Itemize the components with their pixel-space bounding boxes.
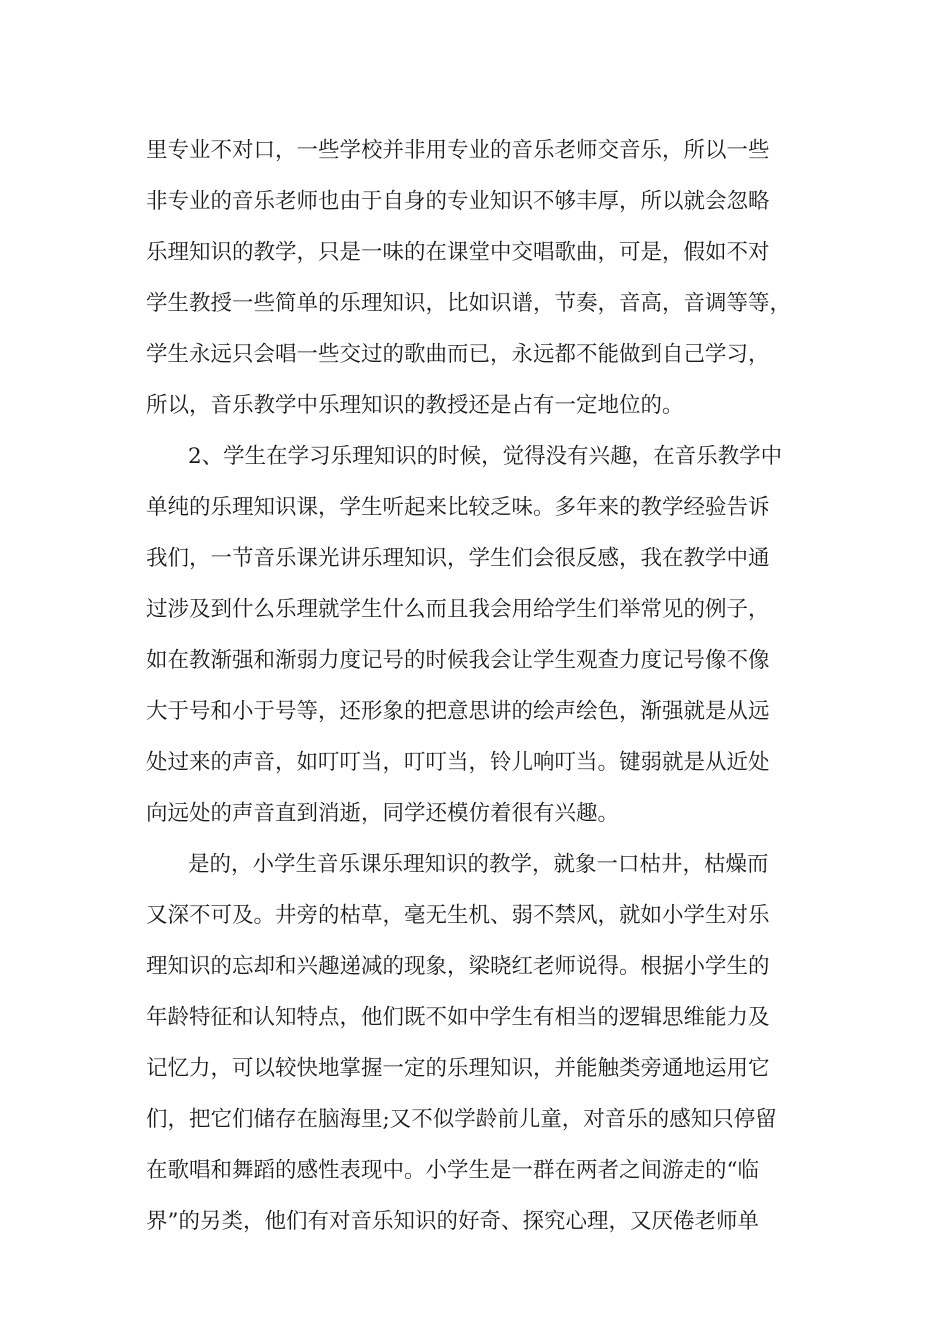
text-line: 我们，一节音乐课光讲乐理知识，学生们会很反感，我在教学中通 [146, 546, 770, 571]
text-line: 们，把它们储存在脑海里;又不似学龄前儿童，对音乐的感知只停留 [146, 1107, 777, 1132]
text-line: 过涉及到什么乐理就学生什么而且我会用给学生们举常见的例子， [146, 597, 770, 622]
text-line: 学生教授一些简单的乐理知识，比如识谱，节奏，音高，音调等等， [146, 291, 792, 316]
text-line: 单纯的乐理知识课，学生听起来比较乏味。多年来的教学经验告诉 [146, 495, 770, 520]
text-line: 又深不可及。井旁的枯草，毫无生机、弱不禁风，就如小学生对乐 [146, 903, 770, 928]
text-line: 年龄特征和认知特点，他们既不如中学生有相当的逻辑思维能力及 [146, 1005, 770, 1030]
text-line: 所以，音乐教学中乐理知识的教授还是占有一定地位的。 [146, 393, 684, 418]
text-line: 乐理知识的教学，只是一味的在课堂中交唱歌曲，可是，假如不对 [146, 240, 770, 265]
text-line: 界”的另类，他们有对音乐知识的好奇、探究心理，又厌倦老师单 [146, 1209, 759, 1234]
text-line: 里专业不对口，一些学校并非用专业的音乐老师交音乐，所以一些 [146, 138, 770, 163]
paragraph-start-line: 2、学生在学习乐理知识的时候，觉得没有兴趣，在音乐教学中 [188, 444, 783, 469]
text-line: 记忆力，可以较快地掌握一定的乐理知识，并能触类旁通地运用它 [146, 1056, 770, 1081]
paragraph-start-line: 是的，小学生音乐课乐理知识的教学，就象一口枯井，枯燥而 [188, 852, 769, 877]
text-line: 向远处的声音直到消逝，同学还模仿着很有兴趣。 [146, 801, 620, 826]
text-line: 如在教渐强和渐弱力度记号的时候我会让学生观查力度记号像不像 [146, 648, 770, 673]
text-line: 处过来的声音，如叮叮当，叮叮当，铃儿响叮当。键弱就是从近处 [146, 750, 770, 775]
text-line: 非专业的音乐老师也由于自身的专业知识不够丰厚，所以就会忽略 [146, 189, 770, 214]
text-line: 理知识的忘却和兴趣递减的现象，梁晓红老师说得。根据小学生的 [146, 954, 770, 979]
text-line: 大于号和小于号等，还形象的把意思讲的绘声绘色，渐强就是从远 [146, 699, 770, 724]
text-line: 在歌唱和舞蹈的感性表现中。小学生是一群在两者之间游走的“临 [146, 1158, 759, 1183]
text-line: 学生永远只会唱一些交过的歌曲而已，永远都不能做到自己学习， [146, 342, 770, 367]
